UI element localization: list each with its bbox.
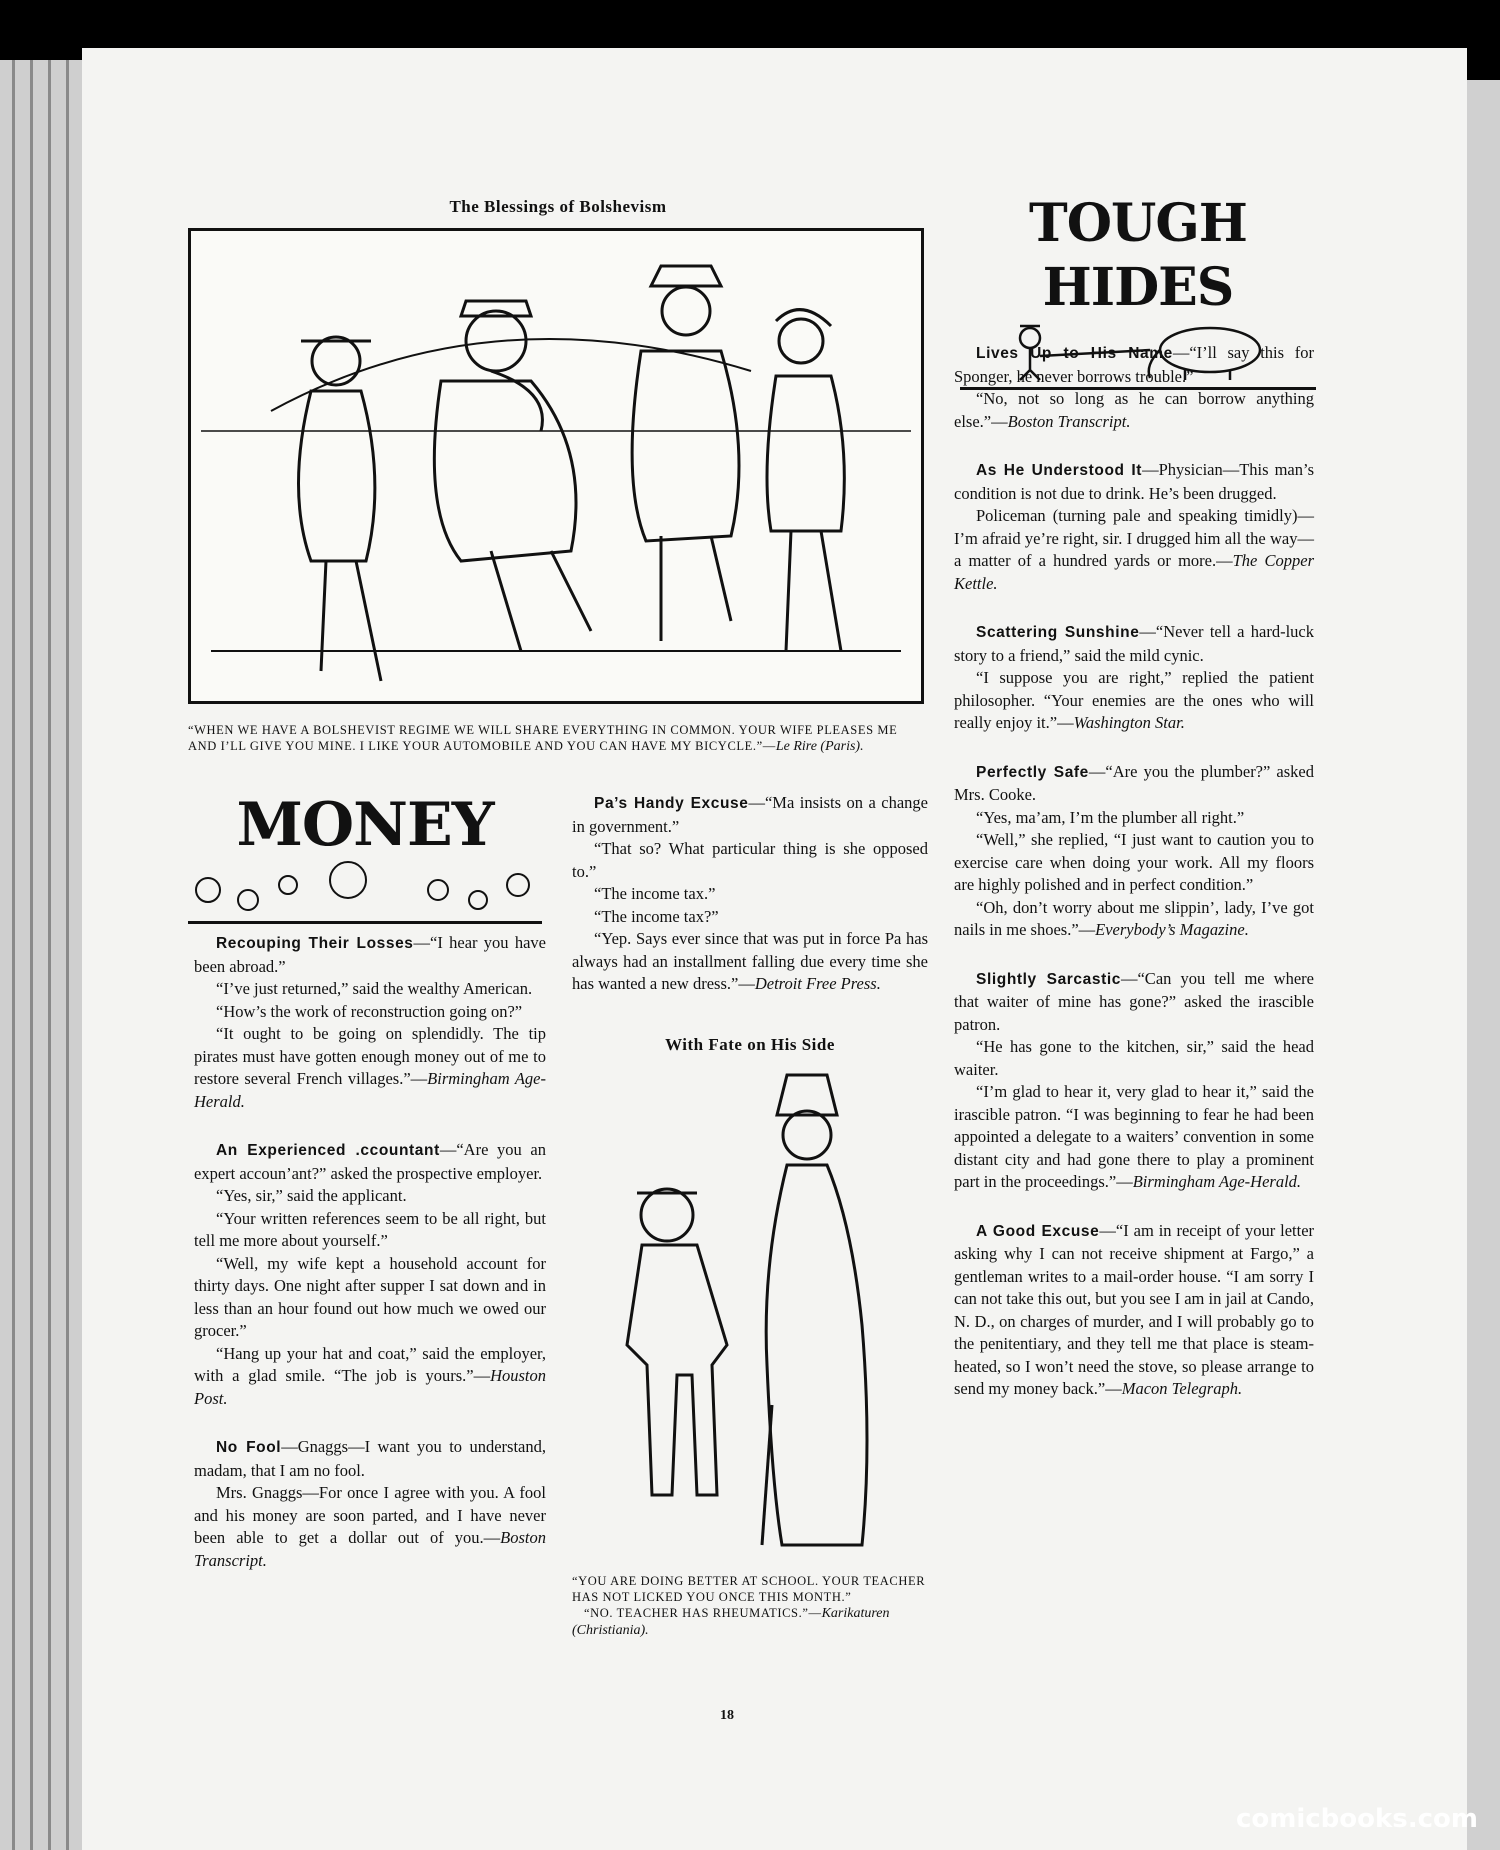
joke-item: [954, 621, 1314, 735]
cartoon-mid-caption: [572, 1573, 928, 1639]
joke-item: [954, 342, 1314, 433]
joke-text: Policeman (turning pale and speaking timidly)—I’m afraid ye’re right, sir. I drugged him all the way—a matter of a hundred yards or more.—: [954, 506, 1314, 570]
column-3: [954, 342, 1314, 1401]
cartoon-top-caption-source: Le Rire (Paris).: [775, 739, 864, 754]
joke-item: [954, 1220, 1314, 1401]
joke-text: —“I hear you have been abroad.”: [194, 933, 546, 976]
joke-heading: Slightly Sarcastic: [976, 970, 1121, 988]
joke-heading: Perfectly Safe: [976, 763, 1089, 781]
joke-text: —“Ma insists on a change in government.”: [572, 793, 928, 836]
joke-item: [954, 761, 1314, 942]
next-page-edge: [1467, 80, 1500, 1850]
joke-source: Detroit Free Press.: [754, 974, 881, 993]
joke-source: Boston Transcript.: [1007, 411, 1131, 431]
joke-text: “It ought to be going on splendidly. The tip pirates must have gotten enough money out of me to restore several French villages.”—: [194, 1024, 546, 1088]
joke-text: —“I am in receipt of your letter asking why I can not receive shipment at Fargo,” a gentleman writes to a mail-order house. “I am sorry I can not take this out, but you see I am in jail at Cando, N. D., on charges of murder, and I will probably go to the penitentiary, and they tell me that place is steam-heated, so I won’t need the stove, so please arrange to send my money back.”—: [954, 1220, 1315, 1398]
joke-heading: A Good Excuse: [976, 1222, 1100, 1240]
cartoon-mid-caption-source: Karikaturen (Christiania).: [572, 1606, 890, 1638]
joke-text: “That so? What particular thing is she opposed to.”: [572, 839, 928, 881]
cartoon-mid-illustration: [572, 1065, 928, 1565]
joke-text: “Your written references seem to be all right, but tell me more about yourself.”: [194, 1208, 546, 1250]
cartoon-mid-title: With Fate on His Side: [665, 1035, 835, 1054]
cartoon-top-title: The Blessings of Bolshevism: [449, 197, 667, 216]
page-number: 18: [720, 1708, 734, 1723]
column-2: [572, 792, 928, 996]
joke-heading: Recouping Their Losses: [216, 935, 414, 952]
joke-text: “How’s the work of reconstruction going on?”: [216, 1001, 523, 1021]
joke-item: [194, 1139, 546, 1410]
joke-source: Houston Post.: [194, 1366, 546, 1408]
joke-source: Macon Telegraph.: [1121, 1379, 1243, 1398]
cartoon-top-caption-text: “WHEN WE HAVE A BOLSHEVIST REGIME WE WILL SHARE EVERYTHING IN COMMON. YOUR WIFE PLEASES ME AND I’LL GIVE YOU MINE. I LIKE YOUR AUTOMOBILE AND YOU CAN HAVE MY BICYCLE.”—: [188, 723, 898, 753]
old-man-and-boy-icon: [572, 1065, 928, 1565]
tough-hides-banner: [960, 192, 1316, 326]
joke-text: “Yes, ma’am, I’m the plumber all right.”: [976, 807, 1245, 827]
joke-heading: No Fool: [216, 1439, 282, 1456]
joke-text: “I’m glad to hear it, very glad to hear it,” said the irascible patron. “I was beginning to fear he had been appointed a delegate to a waiters’ convention in some distant city and had gone there to play a prominent part in the proceedings.”—: [954, 1082, 1314, 1191]
site-watermark: comicbooks.com: [1235, 1804, 1478, 1834]
joke-item: [572, 792, 928, 996]
money-banner: [188, 790, 542, 918]
joke-heading: Scattering Sunshine: [976, 624, 1140, 641]
joke-source: Boston Transcript.: [194, 1528, 546, 1570]
joke-text: “Yep. Says ever since that was put in force Pa has always had an installment falling due every time she has wanted a new dress.”—: [572, 929, 928, 993]
joke-text: “Oh, don’t worry about me slippin’, lady, I’ve got nails in me shoes.”—: [954, 897, 1314, 939]
joke-item: [954, 459, 1314, 595]
column-1: [194, 932, 546, 1572]
joke-text: “Hang up your hat and coat,” said the employer, with a glad smile. “The job is yours.”—: [194, 1343, 546, 1385]
joke-text: —“Never tell a hard-luck story to a friend,” said the mild cynic.: [954, 622, 1314, 665]
joke-text: —“Are you the plumber?” asked Mrs. Cooke.: [954, 761, 1315, 804]
coins-icon: [188, 860, 542, 912]
joke-text: “The income tax.”: [594, 884, 716, 903]
joke-text: —Physician—This man’s condition is not due to drink. He’s been drugged.: [954, 460, 1314, 503]
joke-item: [954, 968, 1314, 1194]
money-banner-title: MONEY: [236, 790, 494, 860]
joke-text: “Well,” she replied, “I just want to caution you to exercise care when doing your work. All my floors are highly polished and in perfect condition.”: [954, 830, 1314, 894]
joke-text: Mrs. Gnaggs—For once I agree with you. A fool and his money are soon parted, and I have never been able to get a dollar out of you.—: [194, 1483, 546, 1547]
joke-text: —“Can you tell me where that waiter of mine has gone?” asked the irascible patron.: [954, 968, 1314, 1034]
joke-text: “No, not so long as he can borrow anything else.”—: [954, 389, 1314, 431]
joke-heading: Pa’s Handy Excuse: [594, 795, 749, 812]
joke-source: Birmingham Age-Herald.: [1132, 1172, 1302, 1191]
joke-heading: Lives Up to His Name: [976, 345, 1173, 362]
bolshevism-cartoon-icon: [191, 231, 921, 701]
joke-text: —“Are you an expert accoun’ant?” asked the prospective employer.: [194, 1140, 546, 1183]
joke-item: [194, 1436, 546, 1572]
joke-source: The Copper Kettle.: [954, 551, 1314, 593]
cartoon-top-caption: [188, 722, 918, 755]
cartoon-top-illustration: [188, 228, 924, 704]
joke-text: “The income tax?”: [594, 906, 719, 926]
joke-text: —Gnaggs—I want you to understand, madam, that I am no fool.: [194, 1437, 546, 1480]
tough-hides-title: TOUGH HIDES: [1029, 193, 1247, 318]
joke-source: Everybody’s Magazine.: [1095, 920, 1249, 939]
joke-text: —“I’ll say this for Sponger, he never borrows trouble.”: [954, 343, 1314, 386]
joke-text: “I suppose you are right,” replied the patient philosopher. “Your enemies are the ones who will really enjoy it.”—: [954, 668, 1314, 732]
joke-source: Washington Star.: [1073, 713, 1185, 732]
joke-heading: As He Understood It: [976, 462, 1143, 479]
joke-text: “He has gone to the kitchen, sir,” said the head waiter.: [954, 1037, 1314, 1079]
joke-text: “Well, my wife kept a household account for thirty days. One night after supper I sat down and in less than an hour found out how much we owed our grocer.”: [194, 1253, 546, 1340]
cartoon-mid-caption-line2: “NO. TEACHER HAS RHEUMATICS.”—: [584, 1606, 822, 1620]
joke-source: Birmingham Age-Herald.: [194, 1069, 546, 1111]
joke-heading: An Experienced .ccountant: [216, 1142, 440, 1159]
joke-item: [194, 932, 546, 1113]
joke-text: “I’ve just returned,” said the wealthy American.: [216, 979, 533, 998]
book-spine: [0, 60, 82, 1850]
joke-text: “Yes, sir,” said the applicant.: [216, 1186, 407, 1205]
cartoon-mid-caption-line1: “YOU ARE DOING BETTER AT SCHOOL. YOUR TEACHER HAS NOT LICKED YOU ONCE THIS MONTH.”: [572, 1574, 926, 1604]
